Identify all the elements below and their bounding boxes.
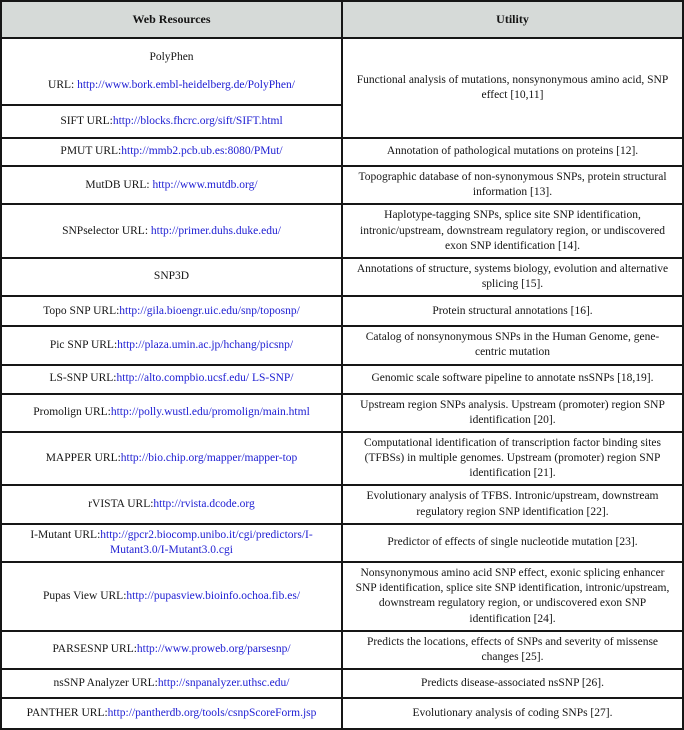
table-row-mapper [1, 432, 683, 486]
utility-cell-snpselector: Haplotype-tagging SNPs, splice site SNP identification, intronic/upstream, downstream regulatory region, or undiscovered exon SNP identification [14]. [342, 204, 683, 258]
resource-link-i-mutant[interactable]: http://gpcr2.biocomp.unibo.it/cgi/predictors/I-Mutant3.0/I-Mutant3.0.cgi [100, 528, 313, 556]
url-prefix: Pic SNP URL: [49, 338, 118, 351]
resource-cell-mutdb [1, 166, 342, 204]
table-row-snp3d [1, 258, 683, 296]
utility-cell-pmut: Annotation of pathological mutations on proteins [12]. [342, 138, 683, 166]
resource-link-mutdb[interactable]: http://www.mutdb.org/ [152, 178, 258, 191]
url-prefix: PMUT URL: [60, 145, 122, 158]
url-prefix: SNPselector URL: [62, 224, 151, 237]
resource-link-polyphen[interactable]: http://www.bork.embl-heidelberg.de/PolyPhen/ [77, 79, 295, 91]
resource-link-ls-snp[interactable]: http://alto.compbio.ucsf.edu/ LS-SNP/ [116, 372, 294, 385]
url-prefix: nsSNP Analyzer URL: [53, 677, 158, 690]
resource-cell-ls-snp [1, 365, 342, 394]
resource-cell-parsesnp [1, 631, 342, 669]
table-row-rvista [1, 485, 683, 523]
resource-link-promolign[interactable]: http://polly.wustl.edu/promolign/main.html [110, 406, 310, 419]
resource-link-pic-snp[interactable]: http://plaza.umin.ac.jp/hchang/picsnp/ [117, 338, 294, 351]
utility-cell-promolign: Upstream region SNPs analysis. Upstream (promoter) region SNP identification [20]. [342, 394, 683, 432]
resource-name-polyphen: PolyPhen [149, 50, 194, 63]
table-row-parsesnp [1, 631, 683, 669]
resource-link-topo-snp[interactable]: http://gila.bioengr.uic.edu/snp/toposnp/ [119, 304, 300, 317]
table-row-promolign [1, 394, 683, 432]
resource-cell-i-mutant [1, 524, 342, 562]
resource-cell-pic-snp [1, 326, 342, 364]
table-row-polyphen [1, 38, 683, 105]
table-row-pic-snp [1, 326, 683, 364]
table-row-topo-snp [1, 296, 683, 326]
utility-cell-ls-snp: Genomic scale software pipeline to annotate nsSNPs [18,19]. [342, 365, 683, 394]
url-prefix: URL: [48, 79, 78, 91]
utility-cell-topo-snp: Protein structural annotations [16]. [342, 296, 683, 326]
utility-cell-mutdb: Topographic database of non-synonymous SNPs, protein structural information [13]. [342, 166, 683, 204]
resource-link-nssnp-analyzer[interactable]: http://snpanalyzer.uthsc.edu/ [157, 677, 290, 690]
url-prefix: LS-SNP URL: [49, 372, 117, 385]
resource-cell-promolign [1, 394, 342, 432]
utility-cell-mapper: Computational identification of transcription factor binding sites (TFBSs) in multiple genomes. Upstream (promoter) region SNP identification [21]. [342, 432, 683, 486]
resource-cell-mapper [1, 432, 342, 486]
url-prefix: MutDB URL: [85, 178, 153, 191]
table-row-mutdb [1, 166, 683, 204]
url-prefix: Pupas View URL: [42, 589, 127, 602]
utility-cell-polyphen-sift: Functional analysis of mutations, nonsynonymous amino acid, SNP effect [10,11] [342, 38, 683, 138]
resource-link-parsesnp[interactable]: http://www.proweb.org/parsesnp/ [136, 643, 291, 656]
url-prefix: PANTHER URL: [26, 707, 108, 720]
table-row-pupas-view [1, 562, 683, 631]
url-prefix: SIFT URL: [60, 114, 113, 127]
table-row-nssnp-analyzer [1, 669, 683, 698]
utility-cell-panther: Evolutionary analysis of coding SNPs [27]. [342, 698, 683, 729]
table-row-ls-snp [1, 365, 683, 394]
utility-cell-i-mutant: Predictor of effects of single nucleotide mutation [23]. [342, 524, 683, 562]
resource-cell-nssnp-analyzer [1, 669, 342, 698]
resource-url-line [12, 78, 331, 93]
utility-cell-snp3d: Annotations of structure, systems biology, evolution and alternative splicing [15]. [342, 258, 683, 296]
resource-name-snp3d: SNP3D [153, 270, 190, 283]
resource-cell-sift [1, 105, 342, 138]
table-row-pmut [1, 138, 683, 166]
url-prefix: MAPPER URL: [45, 452, 121, 465]
url-prefix: Promolign URL: [33, 406, 111, 419]
url-prefix: rVISTA URL: [88, 497, 154, 510]
url-prefix: Topo SNP URL: [43, 304, 120, 317]
utility-cell-rvista: Evolutionary analysis of TFBS. Intronic/upstream, downstream regulatory region SNP identification [22]. [342, 485, 683, 523]
resource-cell-polyphen [1, 38, 342, 105]
table-row-snpselector [1, 204, 683, 258]
resource-link-rvista[interactable]: http://rvista.dcode.org [153, 497, 255, 510]
resource-cell-pmut [1, 138, 342, 166]
table-row-i-mutant [1, 524, 683, 562]
resource-cell-topo-snp [1, 296, 342, 326]
resource-cell-panther [1, 698, 342, 729]
resource-link-pmut[interactable]: http://mmb2.pcb.ub.es:8080/PMut/ [121, 145, 283, 158]
utility-cell-pupas-view: Nonsynonymous amino acid SNP effect, exonic splicing enhancer SNP identification, splice site SNP identification, intronic/upstream, downstream regulatory region, or undiscovered exon SNP identification [24]. [342, 562, 683, 631]
resource-link-mapper[interactable]: http://bio.chip.org/mapper/mapper-top [120, 452, 298, 465]
resource-cell-pupas-view [1, 562, 342, 631]
utility-cell-parsesnp: Predicts the locations, effects of SNPs and severity of missense changes [25]. [342, 631, 683, 669]
resource-link-pupas-view[interactable]: http://pupasview.bioinfo.ochoa.fib.es/ [126, 589, 301, 602]
column-header-utility: Utility [342, 1, 683, 38]
utility-cell-nssnp-analyzer: Predicts disease-associated nsSNP [26]. [342, 669, 683, 698]
column-header-web-resources: Web Resources [1, 1, 342, 38]
table-header-row [1, 1, 683, 38]
resource-cell-snpselector [1, 204, 342, 258]
resource-link-panther[interactable]: http://pantherdb.org/tools/csnpScoreForm.jsp [107, 707, 317, 720]
resource-cell-snp3d [1, 258, 342, 296]
resource-link-snpselector[interactable]: http://primer.duhs.duke.edu/ [150, 224, 281, 237]
resource-link-sift[interactable]: http://blocks.fhcrc.org/sift/SIFT.html [112, 114, 283, 127]
url-prefix: I-Mutant URL: [30, 528, 101, 541]
url-prefix: PARSESNP URL: [52, 643, 137, 656]
resource-cell-rvista [1, 485, 342, 523]
table-row-panther [1, 698, 683, 729]
utility-cell-pic-snp: Catalog of nonsynonymous SNPs in the Human Genome, gene-centric mutation [342, 326, 683, 364]
